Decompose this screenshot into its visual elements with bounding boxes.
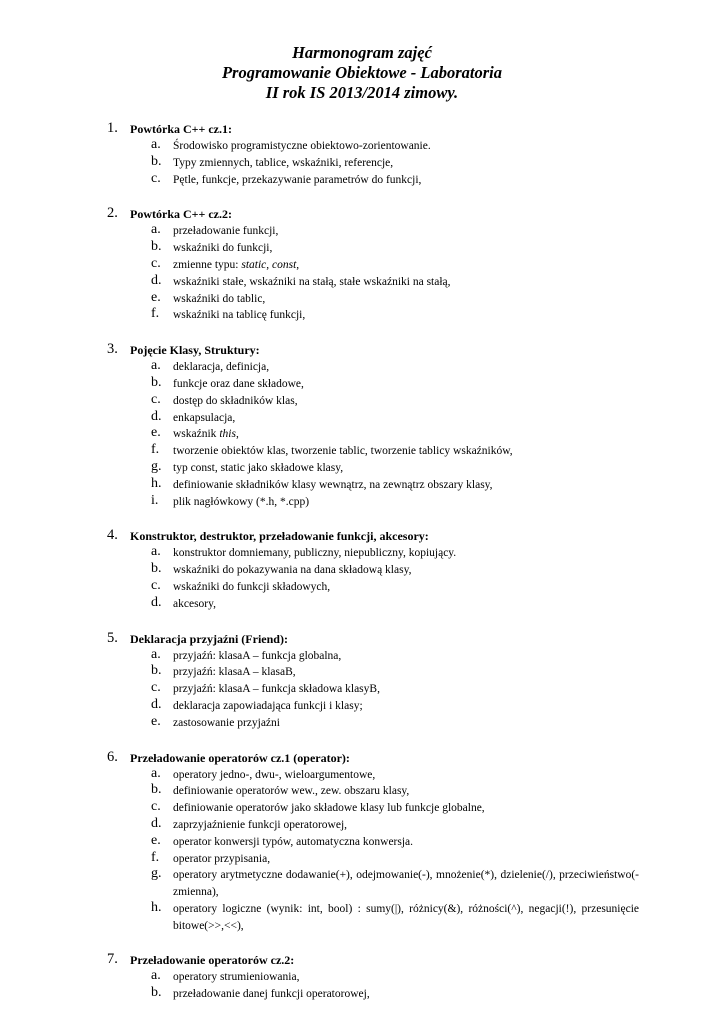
item-letter: a.: [151, 544, 161, 560]
item-text: deklaracja, definicja,: [173, 361, 270, 374]
list-item: [0, 767, 724, 784]
item-letter: b.: [151, 153, 162, 169]
list-item: [0, 477, 724, 494]
item-letter: b.: [151, 985, 162, 1001]
section-number: 5.: [107, 629, 118, 646]
item-letter: a.: [151, 358, 161, 374]
title-line-2: Programowanie Obiektowe - Laboratoria: [221, 63, 503, 82]
item-text: wskaźniki na tablicę funkcji,: [173, 309, 306, 322]
item-text: funkcje oraz dane składowe,: [173, 377, 304, 390]
item-letter: c.: [151, 799, 161, 815]
item-letter: b.: [151, 239, 162, 255]
item-letter: i.: [151, 492, 159, 508]
list-item: [0, 562, 724, 579]
list-item: [0, 494, 724, 511]
list-item: [0, 698, 724, 715]
section-title: Powtórka C++ cz.2:: [130, 207, 232, 222]
item-text: enkapsulacja,: [173, 411, 236, 424]
item-letter: b.: [151, 374, 162, 390]
item-letter: f.: [151, 306, 160, 322]
item-text: operatory strumieniowania,: [173, 971, 300, 984]
item-letter: a.: [151, 137, 161, 152]
list-item: [0, 257, 724, 274]
list-item: [0, 545, 724, 562]
item-letter: d.: [151, 696, 162, 712]
item-letter: g.: [151, 458, 162, 474]
section-title: Przeładowanie operatorów cz.1 (operator):: [130, 750, 350, 765]
schedule-section: [0, 629, 724, 732]
item-text: deklaracja zapowiadająca funkcji i klasy;: [173, 699, 363, 712]
item-letter: a.: [151, 968, 161, 984]
item-letter: b.: [151, 782, 162, 798]
list-item: [0, 359, 724, 376]
item-letter: e.: [151, 425, 161, 441]
item-letter: a.: [151, 765, 161, 781]
item-text: wskaźniki do funkcji,: [173, 242, 273, 255]
item-text: zaprzyjaźnienie funkcji operatorowej,: [173, 818, 348, 831]
list-item: [0, 223, 724, 240]
schedule-section: [0, 204, 724, 324]
item-text: wskaźniki do tablic,: [173, 292, 266, 305]
item-letter: d.: [151, 408, 162, 424]
list-item: [0, 596, 724, 613]
item-letter: e.: [151, 713, 161, 729]
item-text: Środowisko programistyczne obiektowo-zorientowanie.: [173, 140, 431, 152]
section-heading: [0, 526, 724, 545]
list-item: [0, 376, 724, 393]
document-title: [0, 43, 724, 103]
item-text: definiowanie składników klasy wewnątrz, na zewnątrz obszary klasy,: [173, 478, 493, 491]
item-letter: c.: [151, 255, 161, 271]
item-letter: c.: [151, 170, 161, 186]
list-item: [0, 681, 724, 698]
section-heading: [0, 340, 724, 359]
section-number: 4.: [107, 527, 118, 544]
item-letter: h.: [151, 899, 162, 915]
list-item: [0, 393, 724, 410]
list-item: [0, 579, 724, 596]
schedule-section: [0, 950, 724, 1003]
item-text: przyjaźń: klasaA – funkcja globalna,: [173, 649, 342, 662]
list-item: [0, 715, 724, 732]
title-line-1: Harmonogram zajęć: [292, 43, 432, 62]
item-letter: g.: [151, 866, 162, 882]
section-title: Powtórka C++ cz.1:: [130, 122, 232, 136]
list-item: [0, 969, 724, 986]
section-heading: [0, 119, 724, 138]
title-line-3: II rok IS 2013/2014 zimowy.: [265, 83, 459, 102]
item-text: dostęp do składników klas,: [173, 394, 298, 407]
item-letter: c.: [151, 680, 161, 696]
section-heading: [0, 629, 724, 648]
list-item: [0, 834, 724, 851]
list-item: [0, 291, 724, 308]
item-text: konstruktor domniemany, publiczny, niepubliczny, kopiujący.: [173, 547, 457, 560]
item-letter: b.: [151, 561, 162, 577]
section-title: Przeładowanie operatorów cz.2:: [130, 953, 295, 968]
item-letter: f.: [151, 849, 160, 865]
item-letter: d.: [151, 594, 162, 610]
list-item: [0, 783, 724, 800]
item-text: przeładowanie danej funkcji operatorowej,: [173, 988, 370, 1001]
list-item: [0, 443, 724, 460]
item-text: wskaźnik this,: [173, 428, 239, 441]
section-number: 6.: [107, 748, 118, 765]
list-item: [0, 817, 724, 834]
schedule-section: [0, 340, 724, 510]
list-item: [0, 307, 724, 324]
section-number: 2.: [107, 205, 118, 222]
item-text: przeładowanie funkcji,: [173, 225, 279, 238]
section-title: Konstruktor, destruktor, przeładowanie funkcji, akcesory:: [130, 529, 429, 544]
item-text: operator przypisania,: [173, 852, 271, 865]
section-title: Deklaracja przyjaźni (Friend):: [130, 631, 288, 646]
list-item: [0, 138, 724, 155]
item-text: zastosowanie przyjaźni: [173, 716, 280, 729]
item-letter: d.: [151, 272, 162, 288]
list-item: [0, 155, 724, 172]
section-heading: [0, 950, 724, 969]
item-letter: c.: [151, 391, 161, 407]
item-text: operatory arytmetyczne dodawanie(+), odejmowanie(-), mnożenie(*), dzielenie(/), przeciwieństwo(-zmienna),: [173, 869, 639, 899]
list-item: [0, 460, 724, 477]
list-item: [0, 426, 724, 443]
schedule-list: [0, 119, 724, 1019]
list-item: [0, 867, 724, 901]
item-letter: d.: [151, 815, 162, 831]
item-letter: c.: [151, 577, 161, 593]
item-text: tworzenie obiektów klas, tworzenie tablic, tworzenie tablicy wskaźników,: [173, 445, 513, 458]
list-item: [0, 851, 724, 868]
item-letter: b.: [151, 663, 162, 679]
item-letter: e.: [151, 289, 161, 305]
list-item: [0, 648, 724, 665]
section-number: 7.: [107, 951, 118, 968]
schedule-section: [0, 748, 724, 935]
item-text: wskaźniki do pokazywania na dana składową klasy,: [173, 564, 412, 577]
item-letter: e.: [151, 832, 161, 848]
list-item: [0, 240, 724, 257]
item-text: Pętle, funkcje, przekazywanie parametrów do funkcji,: [173, 173, 422, 186]
section-heading: [0, 204, 724, 223]
item-letter: a.: [151, 646, 161, 662]
item-letter: a.: [151, 222, 161, 238]
item-text: wskaźniki stałe, wskaźniki na stałą, stałe wskaźniki na stałą,: [173, 275, 451, 288]
item-text: Typy zmiennych, tablice, wskaźniki, referencje,: [173, 156, 394, 169]
item-text: akcesory,: [173, 597, 216, 610]
section-number: 1.: [107, 120, 118, 136]
list-item: [0, 664, 724, 681]
item-text: operatory logiczne (wynik: int, bool) : sumy(|), różnicy(&), różności(^), negacji(!), przesunięcie bitowe(>>,<<),: [173, 902, 639, 932]
schedule-section: [0, 119, 724, 188]
item-letter: f.: [151, 442, 160, 458]
section-heading: [0, 748, 724, 767]
section-title: Pojęcie Klasy, Struktury:: [130, 343, 260, 358]
section-number: 3.: [107, 341, 118, 358]
item-text: definiowanie operatorów wew., zew. obszaru klasy,: [173, 785, 410, 798]
item-text: operator konwersji typów, automatyczna konwersja.: [173, 835, 414, 848]
item-text: plik nagłówkowy (*.h, *.cpp): [173, 495, 310, 508]
item-text: zmienne typu: static, const,: [173, 258, 300, 271]
list-item: [0, 274, 724, 291]
list-item: [0, 800, 724, 817]
item-text: definiowanie operatorów jako składowe klasy lub funkcje globalne,: [173, 802, 485, 815]
item-text: wskaźniki do funkcji składowych,: [173, 580, 331, 593]
list-item: [0, 901, 724, 935]
list-item: [0, 410, 724, 427]
item-letter: h.: [151, 475, 162, 491]
item-text: operatory jedno-, dwu-, wieloargumentowe,: [173, 768, 376, 781]
item-text: typ const, static jako składowe klasy,: [173, 461, 344, 474]
list-item: [0, 986, 724, 1003]
schedule-section: [0, 526, 724, 612]
item-text: przyjaźń: klasaA – funkcja składowa klasyB,: [173, 683, 380, 696]
item-text: przyjaźń: klasaA – klasaB,: [173, 666, 296, 679]
list-item: [0, 172, 724, 189]
